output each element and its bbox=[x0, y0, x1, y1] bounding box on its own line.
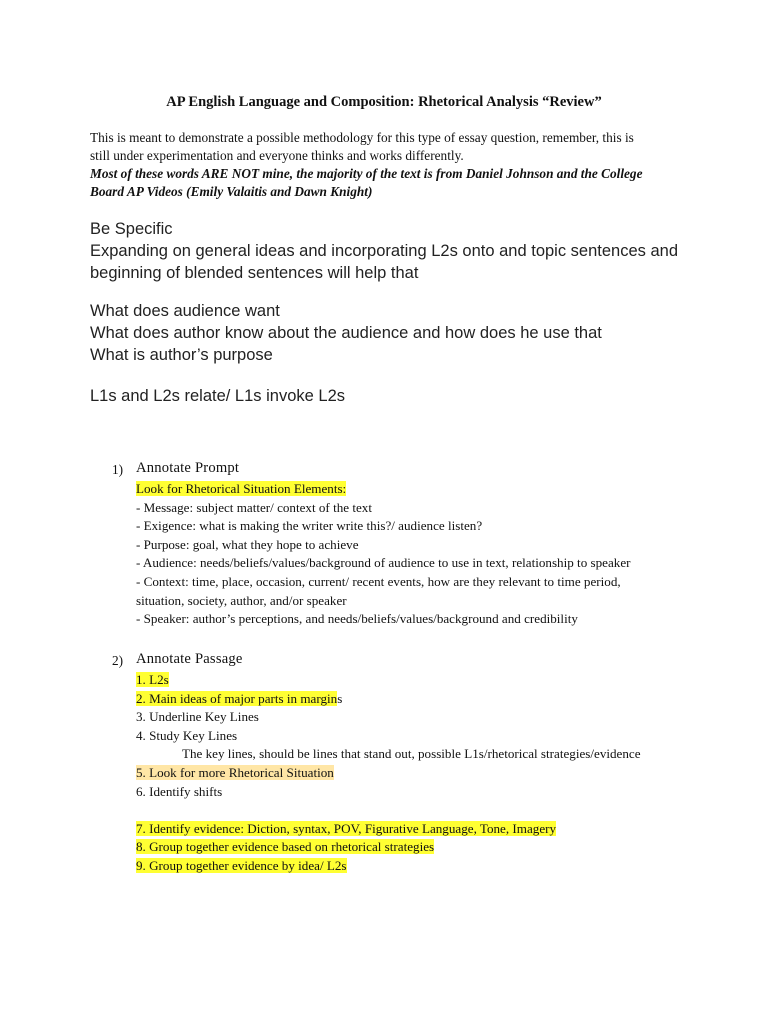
document-title: AP English Language and Composition: Rhetorical Analysis “Review” bbox=[166, 94, 602, 110]
highlighted-text: 9. Group together evidence by idea/ L2s bbox=[136, 857, 347, 873]
highlighted-text: 8. Group together evidence based on rhetorical strategies bbox=[136, 839, 435, 855]
list-item: 4. Study Key Lines bbox=[136, 727, 238, 743]
credit-line: Board AP Videos (Emily Valaitis and Dawn Knight) bbox=[90, 184, 373, 199]
list-item: situation, society, author, and/or speaker bbox=[136, 592, 347, 608]
section-header bbox=[112, 651, 712, 671]
note-author-purpose: What is author’s purpose bbox=[90, 346, 273, 364]
section-lines bbox=[136, 671, 712, 876]
credit-line: Most of these words ARE NOT mine, the majority of the text is from Daniel Johnson and the College bbox=[90, 166, 643, 181]
note-expanding: Expanding on general ideas and incorporating L2s onto and topic sentences and bbox=[90, 242, 679, 260]
note-audience-want: What does audience want bbox=[90, 302, 280, 320]
section-header bbox=[112, 460, 712, 480]
note-expanding: beginning of blended sentences will help that bbox=[90, 264, 419, 282]
notes-block-audience bbox=[90, 300, 690, 366]
list-item: - Message: subject matter/ context of the text bbox=[136, 499, 372, 515]
spacer bbox=[136, 801, 712, 820]
note-relate: L1s and L2s relate/ L1s invoke L2s bbox=[90, 387, 346, 405]
list-item: 3. Underline Key Lines bbox=[136, 709, 259, 725]
section-lines bbox=[136, 480, 712, 629]
list-item: - Audience: needs/beliefs/values/background of audience to use in text, relationship to speaker bbox=[136, 555, 631, 571]
notes-block-relate bbox=[90, 385, 690, 407]
section-annotate-prompt bbox=[112, 460, 712, 629]
notes-block-specific bbox=[90, 218, 690, 284]
text-suffix: s bbox=[337, 690, 343, 706]
highlighted-text: 5. Look for more Rhetorical Situation bbox=[136, 764, 334, 780]
list-item: 6. Identify shifts bbox=[136, 783, 223, 799]
section-title: Annotate Passage bbox=[136, 651, 243, 667]
highlighted-text: 2. Main ideas of major parts in margin bbox=[136, 690, 338, 706]
list-subitem: The key lines, should be lines that stand out, possible L1s/rhetorical strategies/evidence bbox=[182, 746, 641, 762]
list-item: - Context: time, place, occasion, current/ recent events, how are they relevant to time period, bbox=[136, 573, 621, 589]
section-title: Annotate Prompt bbox=[136, 460, 240, 476]
section-annotate-passage bbox=[112, 651, 712, 876]
list-item: - Purpose: goal, what they hope to achieve bbox=[136, 536, 359, 552]
section-number: 2) bbox=[112, 653, 124, 668]
intro-line: This is meant to demonstrate a possible methodology for this type of essay question, remember, this is bbox=[90, 130, 634, 145]
note-be-specific: Be Specific bbox=[90, 220, 173, 238]
intro-line: still under experimentation and everyone thinks and works differently. bbox=[90, 148, 464, 163]
note-author-know: What does author know about the audience and how does he use that bbox=[90, 324, 602, 342]
list-item: - Speaker: author’s perceptions, and needs/beliefs/values/background and credibility bbox=[136, 611, 578, 627]
highlighted-text: Look for Rhetorical Situation Elements: bbox=[136, 481, 347, 496]
highlighted-text: 1. L2s bbox=[136, 672, 169, 687]
intro-paragraph bbox=[90, 129, 690, 201]
list-item: - Exigence: what is making the writer write this?/ audience listen? bbox=[136, 518, 483, 534]
highlighted-text: 7. Identify evidence: Diction, syntax, POV, Figurative Language, Tone, Imagery bbox=[136, 820, 557, 836]
section-number: 1) bbox=[112, 462, 124, 477]
